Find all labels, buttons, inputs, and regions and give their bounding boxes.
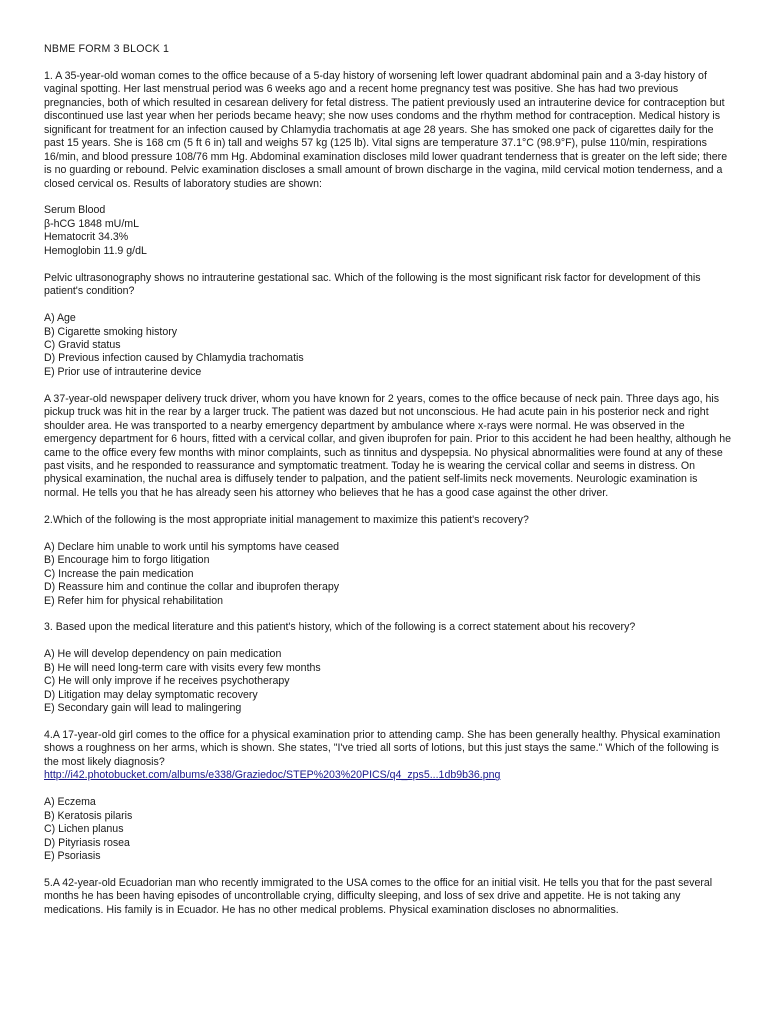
question-1 — [44, 70, 732, 379]
answer-option: C) Increase the pain medication — [44, 567, 194, 580]
answer-option: A) Eczema — [44, 796, 96, 809]
lab-line: Hematocrit 34.3% — [44, 231, 129, 244]
lab-line: Hemoglobin 11.9 g/dL — [44, 244, 147, 257]
answer-option: B) He will need long-term care with visits every few months — [44, 661, 321, 674]
answer-option: E) Psoriasis — [44, 850, 101, 863]
page-title: NBME FORM 3 BLOCK 1 — [44, 43, 170, 55]
answer-option: C) He will only improve if he receives psychotherapy — [44, 675, 290, 688]
answer-option: B) Encourage him to forgo litigation — [44, 554, 210, 567]
question-3-prompt: 3. Based upon the medical literature and this patient's history, which of the following is a correct statement about his recovery? — [44, 621, 636, 634]
answer-option: A) Declare him unable to work until his symptoms have ceased — [44, 540, 339, 553]
question-3-options — [44, 648, 732, 715]
lab-line: β-hCG 1848 mU/mL — [44, 217, 139, 230]
question-5 — [44, 877, 732, 917]
answer-option: B) Keratosis pilaris — [44, 809, 133, 822]
question-2-options — [44, 541, 732, 608]
image-link[interactable]: http://i42.photobucket.com/albums/e338/Graziedoc/STEP%203%20PICS/q4_zps5...1db9b36.png — [44, 769, 501, 782]
answer-option: D) Previous infection caused by Chlamydia trachomatis — [44, 352, 304, 365]
question-1-options — [44, 312, 732, 379]
answer-option: C) Lichen planus — [44, 823, 124, 836]
question-4-stem: 4.A 17-year-old girl comes to the office for a physical examination prior to attending camp. She has been generally healthy. Physical examination shows a roughness on her arms, which is shown. She states, "I've tried all sorts of lotions, but this just stays the same." Which of the following is the most likely diagnosis? — [44, 729, 721, 768]
answer-option: D) Litigation may delay symptomatic recovery — [44, 688, 258, 701]
question-2-prompt: 2.Which of the following is the most appropriate initial management to maximize this patient's recovery? — [44, 513, 529, 526]
answer-option: A) He will develop dependency on pain medication — [44, 648, 282, 661]
question-4-options — [44, 796, 732, 863]
question-1-prompt: Pelvic ultrasonography shows no intrauterine gestational sac. Which of the following is the most significant risk factor for development of this patient's condition? — [44, 271, 701, 298]
question-4 — [44, 729, 732, 864]
answer-option: E) Refer him for physical rehabilitation — [44, 594, 223, 607]
answer-option: B) Cigarette smoking history — [44, 325, 178, 338]
question-5-stem: 5.A 42-year-old Ecuadorian man who recently immigrated to the USA comes to the office for an initial visit. He tells you that for the past several months he has been having episodes of uncontrollable crying, difficulty sleeping, and loss of sex drive and appetite. He is not taking any medications. His family is in Ecuador. He has no other medical problems. Physical examination discloses no abnormalities. — [44, 876, 713, 916]
question-2-stem: A 37-year-old newspaper delivery truck driver, whom you have known for 2 years, comes to the office because of neck pain. Three days ago, his pickup truck was hit in the rear by a larger truck. The patient was dazed but not unconscious. He had acute pain in his posterior neck and right shoulder area. He was transported to a nearby emergency department by ambulance where x-rays were normal. He was observed in the emergency department for 6 hours, fitted with a cervical collar, and given ibuprofen for pain. Prior to this accident he had been healthy, although he came to the office every few months with minor complaints, such as tinnitus and dyspepsia. No physical abnormalities were found at any of these past visits, and he responded to reassurance and symptomatic treatment. Today he is wearing the cervical collar and seems in distress. On physical examination, the nuchal area is diffusely tender to palpation, and the patient self-limits neck movements. Neurologic examination is normal. He tells you that he has already seen his attorney who believes that he has a good case against the other driver. — [44, 392, 732, 499]
lab-results — [44, 204, 732, 258]
answer-option: D) Reassure him and continue the collar and ibuprofen therapy — [44, 581, 340, 594]
answer-option: E) Secondary gain will lead to malingering — [44, 702, 242, 715]
answer-option: C) Gravid status — [44, 338, 121, 351]
lab-line: Serum Blood — [44, 204, 106, 217]
answer-option: A) Age — [44, 312, 76, 325]
answer-option: D) Pityriasis rosea — [44, 836, 130, 849]
question-1-stem: 1. A 35-year-old woman comes to the office because of a 5-day history of worsening left lower quadrant abdominal pain and a 3-day history of vaginal spotting. Her last menstrual period was 6 weeks ago and a recent home pregnancy test was positive. She has had two previous pregnancies, both of which resulted in cesarean delivery for fetal distress. The patient previously used an intrauterine device for contraception but discontinued use last year when her periods became heavy; she now uses condoms and the rhythm method for contraception. Medical history is significant for treatment for an infection caused by Chlamydia trachomatis at age 28 years. She has smoked one pack of cigarettes daily for the past 15 years. She is 168 cm (5 ft 6 in) tall and weighs 57 kg (125 lb). Vital signs are temperature 37.1°C (98.9°F), pulse 110/min, respirations 16/min, and blood pressure 108/76 mm Hg. Abdominal examination discloses mild lower quadrant tenderness that is greater on the left side; there is no guarding or rebound. Pelvic examination discloses a small amount of brown discharge in the vagina, mild cervical motion tenderness, and a closed cervical os. Results of laboratory studies are shown: — [44, 69, 728, 190]
question-2 — [44, 393, 732, 608]
answer-option: E) Prior use of intrauterine device — [44, 365, 202, 378]
question-3 — [44, 621, 732, 715]
